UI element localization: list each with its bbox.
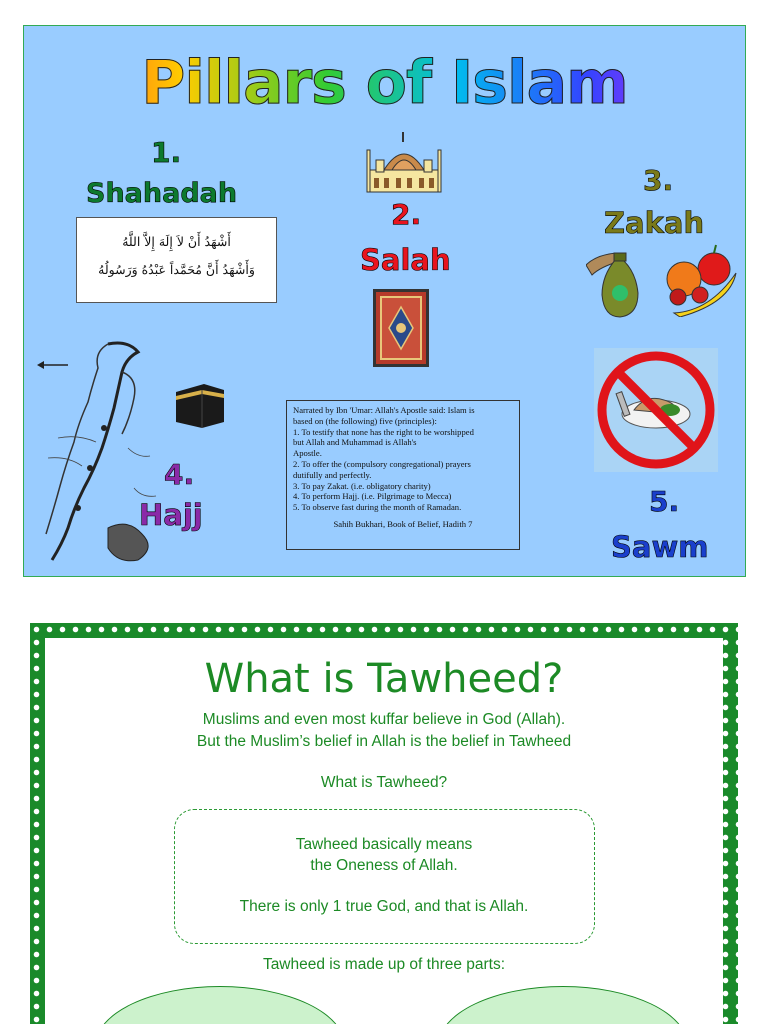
hadith-line: Apostle. bbox=[293, 448, 322, 459]
no-food-icon bbox=[594, 348, 718, 472]
definition-line-3: There is only 1 true God, and that is Allah. bbox=[239, 898, 529, 915]
hadith-source: Sahih Bukhari, Book of Belief, Hadith 7 bbox=[333, 518, 473, 529]
hadith-line: Narrated by Ibn 'Umar: Allah's Apostle said: Islam is bbox=[293, 405, 475, 415]
hadith-line: 2. To offer the (compulsory congregational) prayers bbox=[293, 458, 471, 469]
definition-box bbox=[174, 809, 595, 944]
shahadah-line-1: أَشْهَدُ أَنْ لاَ إِلَهَ إِلاَّ اللَّهُ bbox=[122, 234, 231, 249]
fruit-icon bbox=[660, 243, 740, 317]
intro-line-1: Muslims and even most kuffar believe in God (Allah). bbox=[202, 711, 566, 728]
hadith-line: 1. To testify that none has the right to be worshipped bbox=[293, 426, 474, 437]
definition-line-1: Tawheed basically means bbox=[295, 836, 473, 853]
pillar-4-number: 4. bbox=[164, 458, 195, 491]
money-bag-icon bbox=[586, 245, 642, 319]
shahadah-line-2: وَأَشْهَدُ أَنَّ مُحَمَّداً عَبْدُهُ وَرَسُولُهُ bbox=[98, 262, 255, 277]
slide-title: What is Tawheed? bbox=[204, 656, 564, 702]
definition-line-2: the Oneness of Allah. bbox=[310, 857, 458, 874]
pillar-3-number: 3. bbox=[643, 164, 674, 197]
parts-heading: Tawheed is made up of three parts: bbox=[262, 956, 506, 973]
pillar-5-name: Sawm bbox=[611, 530, 709, 564]
pillars-slide bbox=[23, 25, 746, 577]
hadith-line: but Allah and Muhammad is Allah's bbox=[293, 437, 417, 448]
hadith-line: 3. To pay Zakat. (i.e. obligatory charity) bbox=[293, 480, 431, 491]
pillar-3-name: Zakah bbox=[604, 206, 705, 240]
hadith-line: based on (the following) five (principles): bbox=[293, 415, 437, 426]
tawheed-content bbox=[45, 638, 723, 1024]
mosque-icon bbox=[366, 130, 442, 196]
kaaba-icon bbox=[174, 382, 226, 428]
pillar-5-number: 5. bbox=[649, 485, 680, 518]
pillar-1-number: 1. bbox=[151, 136, 182, 169]
hadith-line: dutifully and perfectly. bbox=[293, 469, 372, 480]
hadith-text-box bbox=[286, 400, 520, 550]
shahadah-text-box bbox=[76, 217, 277, 303]
pillar-4-name: Hajj bbox=[139, 498, 203, 532]
hadith-line: 4. To perform Hajj. (i.e. Pilgrimage to Mecca) bbox=[293, 491, 452, 502]
pillar-2-number: 2. bbox=[391, 198, 422, 231]
question-text: What is Tawheed? bbox=[320, 774, 448, 791]
slide-title: Pillars of Islam bbox=[24, 48, 745, 118]
pillar-2-name: Salah bbox=[360, 243, 451, 277]
intro-line-2: But the Muslim’s belief in Allah is the belief in Tawheed bbox=[196, 733, 572, 750]
hadith-line: 5. To observe fast during the month of Ramadan. bbox=[293, 502, 462, 513]
pillar-1-name: Shahadah bbox=[86, 178, 238, 209]
prayer-rug-icon bbox=[373, 289, 429, 367]
part-circle-left bbox=[95, 986, 345, 1024]
part-circle-right bbox=[438, 986, 688, 1024]
tawheed-slide bbox=[30, 623, 738, 1024]
